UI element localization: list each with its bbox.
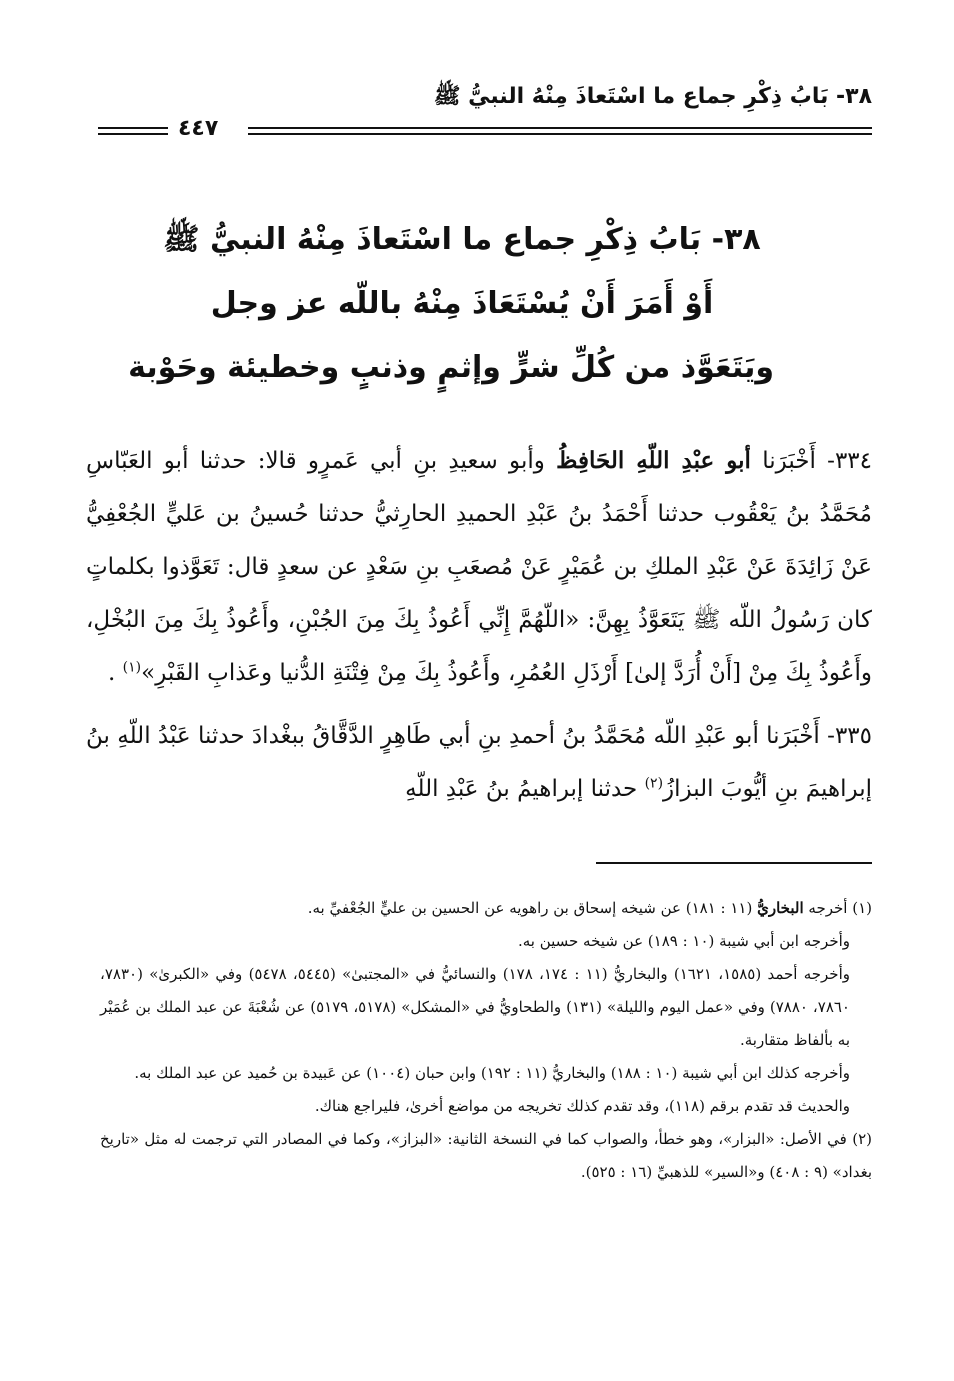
main-text — [86, 434, 872, 826]
narrator-name: أبو عبْدِ اللّهِ الحَافِظُ — [556, 447, 751, 474]
page-number: ٤٤٧ — [178, 116, 219, 141]
footnotes — [100, 892, 872, 1189]
header-rule — [98, 116, 872, 141]
footnote-separator — [596, 862, 872, 864]
footnote-2: (٢) في الأصل: «البزار»، وهو خطأ، والصواب كما في النسخة الثانية: «البزاز»، وكما في المصادر التي ترجمت له مثل «تاريخ بغداد» (٩ : ٤٠٨) و«السير» للذهبيِّ (١٦ : ٥٢٥). — [100, 1130, 872, 1181]
chapter-title-line: ويَتَعَوَّذ من كُلِّ شرٍّ وإثمٍ وذنبٍ وخطيئة وحَوْبة — [128, 350, 774, 385]
hadith-334 — [86, 434, 872, 700]
header-rule-line — [98, 127, 168, 129]
footnote-line: وأخرجه ابن أبي شيبة (١٠ : ١٨٩) عن شيخه حسين به. — [517, 932, 850, 950]
hadith-text: حدثنا إبراهيمُ بنُ عَبْدِ اللّهِ — [405, 776, 638, 802]
hadith-text: أَخْبَرَنا — [762, 448, 816, 474]
hadith-text: أَخْبَرَنا أبو عَبْدِ اللّه مُحَمَّدُ بنُ أحمدِ بنِ أبي طَاهِرٍ الدَّقَّاقُ ببغْدادَ حدثنا عَبْدُ اللّهِ بنُ إبراهيمَ بنِ أيُّوبَ البزازُ — [86, 723, 872, 802]
footnote-line: والحديث قد تقدم برقم (١١٨)، وقد تقدم كذلك تخريجه من مواضع أخرىٰ، فليراجع هناك. — [314, 1097, 850, 1115]
footnote-text: (١) أخرجه — [808, 899, 872, 917]
hadith-335 — [86, 710, 872, 816]
footnote-1 — [100, 892, 872, 925]
footnote-ref[interactable]: (١) — [122, 659, 142, 676]
footnote-ref[interactable]: (٢) — [644, 775, 664, 792]
chapter-title-line: أَوْ أَمَرَ أَنْ يُسْتَعَاذَ مِنْهُ باللّه عز وجل — [210, 286, 714, 321]
chapter-title — [128, 208, 774, 400]
hadith-number: ٣٣٥- — [827, 723, 872, 749]
footnote-source: البخاريُّ — [757, 899, 804, 917]
header-rule-line — [248, 127, 872, 129]
hadith-text: . — [108, 660, 116, 686]
header-rule-line — [248, 133, 872, 135]
footnote-line: وأخرجه كذلك ابن أبي شيبة (١٠ : ١٨٨) والبخاريُّ (١١ : ١٩٢) وابن حبان (١٠٠٤) عن عَبيدة بن حُميد عن عبد الملك به. — [134, 1064, 850, 1082]
chapter-title-line: ٣٨- بَابُ ذِكْرِ جماع ما اسْتَعاذَ مِنْهُ النبيُّ ﷺ — [163, 222, 761, 257]
footnote-line: وأخرجه أحمد (١٥٨٥، ١٦٢١) والبخاريُّ (١١ : ١٧٤، ١٧٨) والنسائيُّ في «المجتبىٰ» (٥٤٤٥، ٥٤٧٨) وفي «الكبرىٰ» (٧٨٣٠، ٧٨٦٠، ٧٨٨٠) وفي «عمل اليوم والليلة» (١٣١) والطحاويُّ في «المشكل» (٥١٧٨، ٥١٧٩) عن شُعْبَةَ عن عبد الملك بن عُمَيْر به بألفاظ متقاربة. — [100, 965, 850, 1049]
hadith-number: ٣٣٤- — [827, 448, 873, 474]
footnote-text: (١١ : ١٨١) عن شيخه إسحاق بن راهويه عن الحسين بن عليٍّ الجُعْفيِّ به. — [307, 899, 753, 917]
running-header-title: ٣٨- بَابُ ذِكْرِ جماع ما اسْتَعاذَ مِنْهُ النبيُّ ﷺ — [433, 84, 872, 109]
hadith-text: وأبو سعيدِ بنِ أبي عَمرٍو قالا: حدثنا أبو العَبّاسِ مُحَمَّدُ بنُ يَعْقُوب حدثنا أَحْمَدُ بنُ عَبْدِ الحميدِ الحارِثيُّ حدثنا حُسينُ بن عَليٍّ الجُعْفِيُّ عَنْ زَائِدَةَ عَنْ عَبْدِ الملكِ بن عُمَيْرٍ عَنْ مُصعَبِ بنِ سَعْدٍ عن سعدٍ قال: تَعَوَّذوا بكلماتٍ كان رَسُولُ اللّه ﷺ يَتَعَوَّذُ بِهِنَّ: «اللّهُمَّ إِنِّي أَعُوذُ بِكَ مِنَ الجُبْنِ، وأَعُوذُ بِكَ مِنَ البُخْلِ، وأَعُوذُ بِكَ مِنْ [أَنْ أُرَدَّ إلىٰ] أَرْذَلِ العُمُرِ، وأَعُوذُ بِكَ مِنْ فِتْنَةِ الدُّنيا وعَذابِ القَبْرِ» — [86, 448, 872, 686]
header-rule-line — [98, 133, 168, 135]
